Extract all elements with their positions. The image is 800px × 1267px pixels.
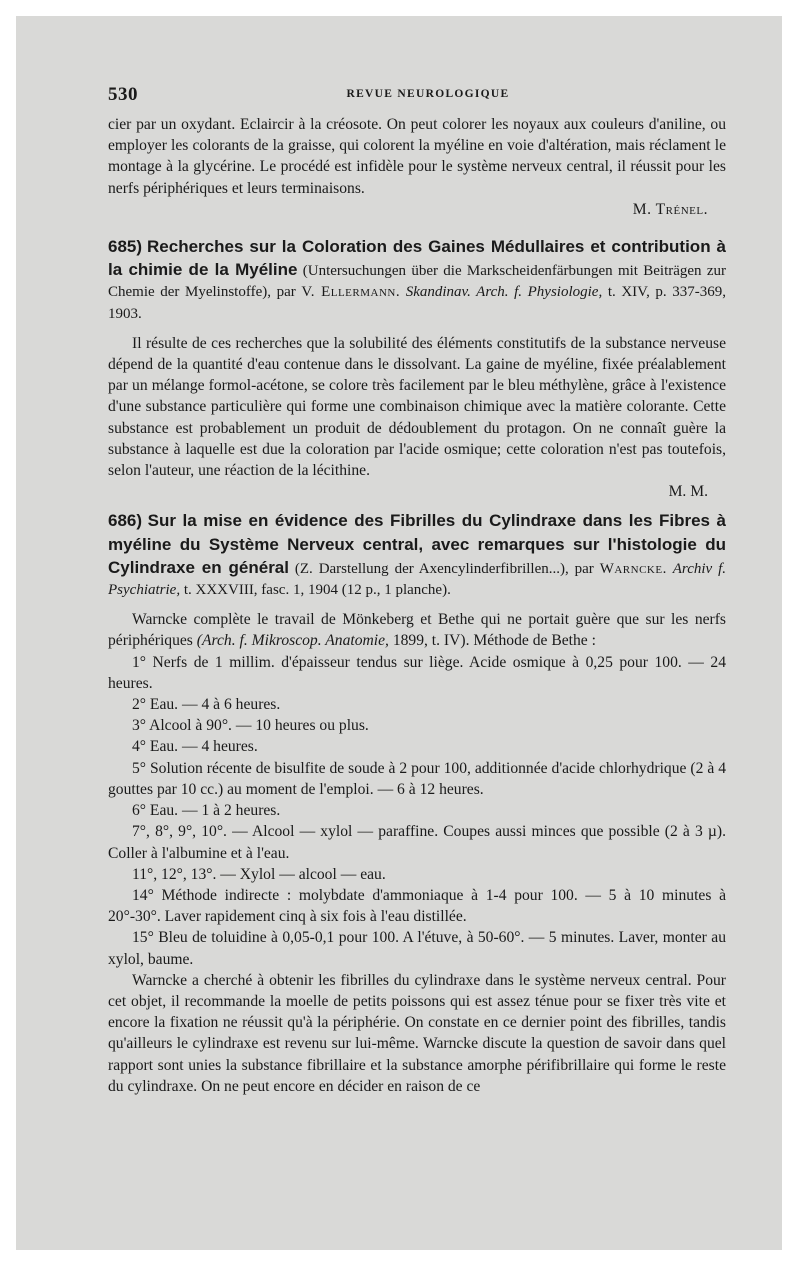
article-686-heading (108, 510, 726, 601)
method-step: 4° Eau. — 4 heures. (132, 738, 258, 756)
article-686-number: 686) (108, 511, 143, 531)
page-header (108, 84, 748, 108)
intro-signature (108, 199, 726, 220)
article-686-journal: Archiv f. Psychiatrie, (108, 560, 726, 599)
page-body (108, 114, 726, 1097)
article-685-title: Recherches sur la Coloration des Gaines Médullaires et contribution à la chimie de la Myéline (108, 237, 726, 280)
method-step: 14° Méthode indirecte : molybdate d'ammoniaque à 1-4 pour 100. — 5 à 10 minutes à 20°-30°. Laver rapidement cinq à six fois à l'eau distillée. (108, 886, 726, 926)
article-685-signature: M. M. (668, 483, 708, 501)
article-685-ref-start: (Untersuchungen über die Markscheidenfärbungen mit Beiträgen zur Chemie der Myelinstoffe), par (108, 263, 726, 301)
method-step: 1° Nerfs de 1 millim. d'épaisseur tendus sur liège. Acide osmique à 0,25 pour 100. — 24 heures. (108, 653, 726, 692)
article-685-number: 685) (108, 237, 143, 257)
article-685-heading (108, 236, 726, 325)
method-step: 11°, 12°, 13°. — Xylol — alcool — eau. (132, 865, 386, 883)
article-685-body: Il résulte de ces recherches que la solubilité des éléments constitutifs de la substance nerveuse dépend de la quantité d'eau contenue dans le dissolvant. La gaine de myéline, fixée préalablement par un mélange formol-acétone, se colore très facilement par le bleu méthylène, grâce à l'existence d'une substance particulière qui forme une combinaison chimique avec la matière colorante. Cette substance est probablement un produit de dédoublement du protagon. On ne connaît guère la substance à laquelle est due la coloration par l'acide osmique; cette coloration n'est pas toutefois, selon l'auteur, une réaction de la lécithine. (108, 334, 726, 480)
method-step: 3° Alcool à 90°. — 10 heures ou plus. (132, 717, 369, 735)
page-number: 530 (108, 84, 138, 105)
running-title: REVUE NEUROLOGIQUE (346, 88, 510, 100)
method-step: 6° Eau. — 1 à 2 heures. (132, 802, 281, 820)
method-step: 7°, 8°, 9°, 10°. — Alcool — xylol — paraffine. Coupes aussi minces que possible (2 à 3 µ). Coller à l'albumine et à l'eau. (108, 823, 726, 862)
intro-paragraph: cier par un oxydant. Eclaircir à la créosote. On peut colorer les noyaux aux couleurs d'aniline, ou employer les colorants de la graisse, qui colorent la myéline en voie d'altération, mais réclament le montage à la glycérine. Le procédé est infidèle pour le système nerveux central, il réussit pour les nerfs périphériques et leurs terminaisons. (108, 116, 726, 197)
article-685-ref-end: t. XIV, p. 337-369, 1903. (108, 284, 727, 322)
article-685-journal: Skandinav. Arch. f. Physiologie, (405, 284, 603, 301)
intro-end: 1899, t. IV). Méthode de Bethe : (388, 632, 596, 650)
intro-text: Warncke complète le travail de Mönkeberg et Bethe qui ne portait guère que sur les nerfs périphériques (108, 611, 726, 650)
intro-reference: (Arch. f. Mikroscop. Anatomie, (196, 632, 389, 650)
method-step: 2° Eau. — 4 à 6 heures. (132, 696, 281, 714)
article-686-closing: Warncke a cherché à obtenir les fibrilles du cylindraxe dans le système nerveux central. Pour cet objet, il recommande la moelle de petits poissons qui est assez ténue pour se fixer très vite et encore la fixation ne réussit qu'à la périphérie. On constate en ce dernier point des fibrilles, tandis qu'ailleurs le cylindraxe est revenu sur lui-même. Warncke discute la question de savoir dans quel rapport sont unies la substance fibrillaire et la substance amorphe périfibrillaire qui forme le reste du cylindraxe. On ne peut encore en décider en raison de ce (108, 971, 726, 1095)
method-step: 15° Bleu de toluidine à 0,05-0,1 pour 100. A l'étuve, à 50-60°. — 5 minutes. Laver, monter au xylol, baume. (108, 929, 726, 968)
article-686-ref-end: t. XXXVIII, fasc. 1, 1904 (12 p., 1 planche). (180, 582, 451, 599)
signature-text: M. Trénel. (632, 200, 708, 218)
article-686-ref-start: (Z. Darstellung der Axencylinderfibrillen...), par (288, 560, 600, 577)
article-686-title: Sur la mise en évidence des Fibrilles du Cylindraxe dans les Fibres à myéline du Système Nerveux central, avec remarques sur l'histologie du Cylindraxe en général (108, 511, 726, 577)
article-686-intro (108, 609, 726, 651)
article-685-author: V. Ellermann. (301, 284, 401, 301)
article-686-author: Warncke. (599, 560, 667, 577)
method-step: 5° Solution récente de bisulfite de soude à 2 pour 100, additionnée d'acide chlorhydrique (2 à 4 gouttes par 10 cc.) au moment de l'emploi. — 6 à 12 heures. (108, 759, 726, 798)
